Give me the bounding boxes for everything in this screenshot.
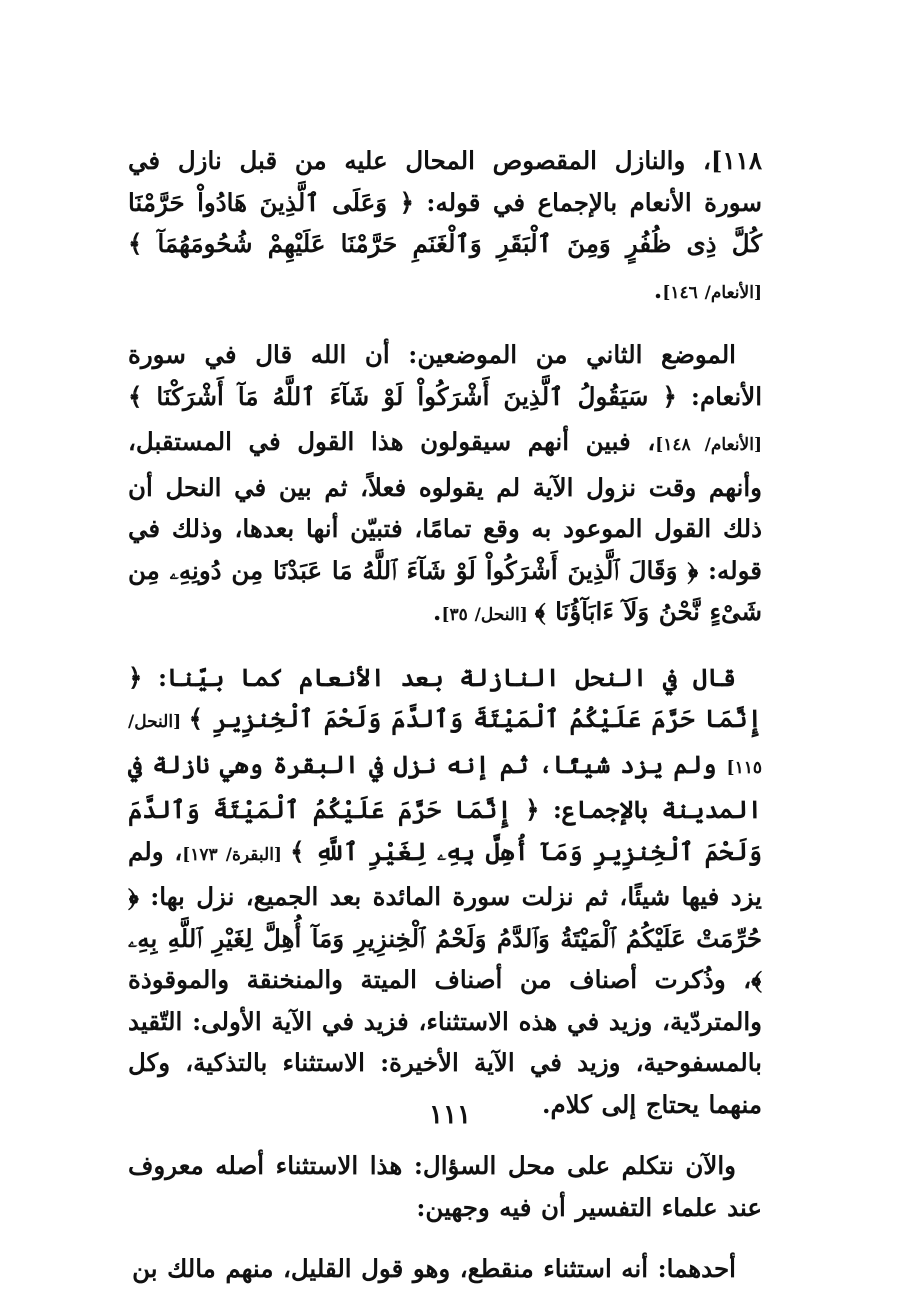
body-text: . bbox=[432, 597, 442, 626]
verse-reference: [النحل/ ١١٥] bbox=[128, 712, 762, 778]
verse-reference: [الأنعام/ ١٤٨] bbox=[655, 435, 762, 455]
paragraph bbox=[128, 1248, 762, 1290]
verse-reference: [النحل/ ٣٥] bbox=[441, 605, 535, 625]
body-text: ولم يزد شيئًا، ثم إنه نزل في البقرة وهي نازلة في المدينة بالإجماع: bbox=[128, 749, 762, 824]
body-text: قال في النحل النازلة بعد الأنعام كما بيّنا: bbox=[142, 662, 736, 692]
body-text: والآن نتكلم على محل السؤال: هذا الاستثناء أصله معروف عند علماء التفسير أن فيه وجهين: bbox=[128, 1151, 762, 1222]
body-text: ، وذُكرت أصناف من أصناف الميتة والمنخنقة والموقوذة والمتردّية، وزيد في هذه الاستثناء، فزيد في الآية الأولى: التّقيد بالمسفوحية، وزيد في الآية الأخيرة: الاستثناء بالتذكية، وكل منهما يحتاج إلى كلام. bbox=[128, 965, 762, 1119]
quran-verse: ﴿ إِنَّمَا حَرَّمَ عَلَيْكُمُ ٱلْمَيْتَةَ وَٱلدَّمَ وَلَحْمَ ٱلْخِنزِيرِ وَمَآ أُهِلَّ بِهِۦ لِغَيْرِ ٱللَّهِ ﴾ bbox=[128, 795, 762, 866]
body-text: : أنه استثناء منقطع، وهو قول القليل، منهم مالك بن bbox=[132, 1254, 667, 1283]
body-text: الموضع الثاني من الموضعين: أن الله قال في سورة الأنعام: bbox=[128, 340, 763, 411]
quran-verse: ﴿ حُرِّمَتْ عَلَيْكُمُ ٱلْمَيْتَةُ وَٱلدَّمُ وَلَحْمُ ٱلْخِنزِيرِ وَمَآ أُهِلَّ لِغَيْرِ ٱللَّهِ بِهِۦ ﴾ bbox=[128, 882, 762, 994]
page-body bbox=[128, 140, 762, 1310]
body-text: . bbox=[653, 274, 663, 304]
quran-verse: ﴿ إِنَّمَا حَرَّمَ عَلَيْكُمُ ٱلْمَيْتَةَ وَٱلدَّمَ وَلَحْمَ ٱلْخِنزِيرِ ﴾ bbox=[128, 662, 762, 733]
paragraph bbox=[128, 1145, 762, 1228]
page-number: ١١١ bbox=[429, 1100, 471, 1130]
paragraph bbox=[128, 334, 762, 637]
lead-term: أحدهما bbox=[666, 1254, 736, 1283]
paragraph bbox=[128, 657, 762, 1126]
quran-verse: ﴿ وَقَالَ ٱلَّذِينَ أَشْرَكُواْ لَوْ شَآءَ ٱللَّهُ مَا عَبَدْنَا مِن دُونِهِۦ مِن شَىْءٍ نَّحْنُ وَلَآ ءَابَآؤُنَا ﴾ bbox=[128, 555, 762, 626]
quran-verse: ﴿ وَعَلَى ٱلَّذِينَ هَادُواْ حَرَّمْنَا كُلَّ ذِى ظُفُرٍ وَمِنَ ٱلْبَقَرِ وَٱلْغَنَمِ حَرَّمْنَا عَلَيْهِمْ شُحُومَهُمَآ ﴾ bbox=[128, 187, 762, 258]
verse-reference: [الأنعام/ ١٤٦] bbox=[662, 282, 762, 303]
quran-verse: ﴿ سَيَقُولُ ٱلَّذِينَ أَشْرَكُواْ لَوْ شَآءَ ٱللَّهُ مَآ أَشْرَكْنَا ﴾ bbox=[128, 381, 677, 411]
verse-reference: [البقرة/ ١٧٣] bbox=[182, 844, 291, 865]
body-text: ١١٨]، والنازل المقصوص المحال عليه من قبل نازل في سورة الأنعام بالإجماع في قوله: bbox=[128, 146, 762, 217]
body-text: ، ولم يزد فيها شيئًا، ثم نزلت سورة المائدة بعد الجميع، نزل بها: bbox=[128, 836, 762, 911]
paragraph bbox=[128, 140, 762, 314]
body-text: ، فبين أنهم سيقولون هذا القول في المستقبل، وأنهم وقت نزول الآية لم يقولوه فعلاً، ثم بين في النحل أن ذلك القول الموعود به وقع تمامًا، فتبيّن أنها بعدها، وذلك في قوله: bbox=[128, 427, 763, 585]
